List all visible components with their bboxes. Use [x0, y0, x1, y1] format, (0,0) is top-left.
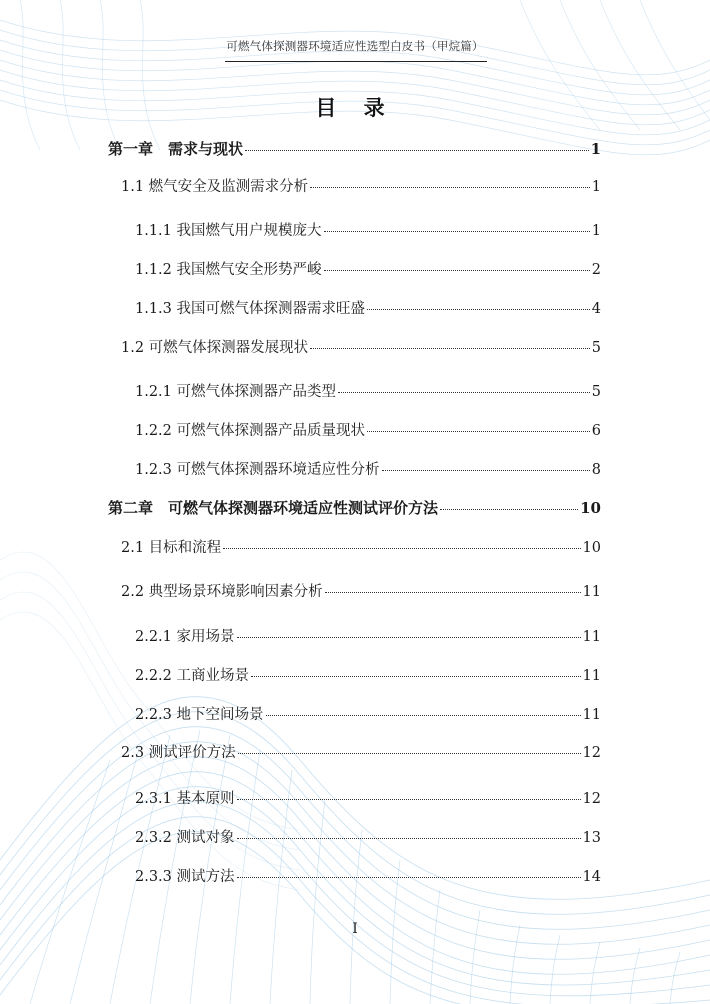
- page-number: I: [352, 921, 358, 937]
- toc-entry-label: 2.2.2 工商业场景: [135, 668, 250, 684]
- toc-entry-label: 1.1 燃气安全及监测需求分析: [121, 179, 309, 195]
- toc-entry-label: 1.2.1 可燃气体探测器产品类型: [135, 384, 337, 400]
- dot-leader: [238, 753, 581, 754]
- toc-entry-2-3-3[interactable]: [135, 865, 601, 886]
- toc-entry-page: 2: [591, 262, 601, 278]
- header-rule: [225, 61, 487, 62]
- toc-entry-1-1-1[interactable]: [135, 219, 601, 240]
- toc-entry-1-2-1[interactable]: [135, 380, 601, 401]
- toc-entry-label: 2.3.2 测试对象: [135, 830, 235, 846]
- toc-entry-label: 1.2 可燃气体探测器发展现状: [121, 340, 309, 356]
- dot-leader: [310, 187, 590, 188]
- toc-title: 目 录: [315, 95, 395, 120]
- toc-entry-label: 2.3 测试评价方法: [121, 745, 236, 761]
- toc-entry-page: 5: [591, 384, 601, 400]
- toc-entry-page: 11: [582, 707, 601, 723]
- toc-entry-2-3[interactable]: [121, 741, 601, 762]
- dot-leader: [367, 309, 590, 310]
- toc-entry-label: 1.1.3 我国可燃气体探测器需求旺盛: [135, 301, 366, 317]
- toc-entry-chapter-1[interactable]: [108, 138, 601, 159]
- toc-entry-1-2-2[interactable]: [135, 419, 601, 440]
- toc-entry-page: 8: [591, 462, 601, 478]
- toc-entry-page: 12: [582, 745, 601, 761]
- toc-entry-page: 11: [582, 584, 601, 600]
- dot-leader: [237, 637, 581, 638]
- toc-entry-label: 1.2.3 可燃气体探测器环境适应性分析: [135, 462, 380, 478]
- toc-entry-label: 1.2.2 可燃气体探测器产品质量现状: [135, 423, 366, 439]
- toc-entry-label: 2.1 目标和流程: [121, 540, 222, 556]
- toc-entry-page: 13: [582, 830, 601, 846]
- toc-entry-page: 5: [591, 340, 601, 356]
- dot-leader: [382, 470, 590, 471]
- toc-entry-1-1[interactable]: [121, 175, 601, 196]
- dot-leader: [251, 676, 581, 677]
- toc-entry-2-2-2[interactable]: [135, 664, 601, 685]
- toc-entry-label: 1.1.2 我国燃气安全形势严峻: [135, 262, 322, 278]
- dot-leader: [324, 270, 590, 271]
- dot-leader: [223, 548, 580, 549]
- toc-entry-page: 10: [580, 499, 601, 517]
- toc-entry-page: 6: [591, 423, 601, 439]
- toc-entry-page: 4: [591, 301, 601, 317]
- dot-leader: [237, 877, 581, 878]
- toc-entry-page: 1: [591, 179, 601, 195]
- toc-entry-label: 1.1.1 我国燃气用户规模庞大: [135, 223, 322, 239]
- dot-leader: [324, 231, 590, 232]
- dot-leader: [440, 509, 578, 510]
- toc-entry-page: 12: [582, 791, 601, 807]
- toc-entry-page: 1: [590, 140, 601, 158]
- toc-entry-1-1-3[interactable]: [135, 297, 601, 318]
- toc-entry-label: 2.2.1 家用场景: [135, 629, 235, 645]
- toc-entry-page: 11: [582, 668, 601, 684]
- toc-entry-2-2-1[interactable]: [135, 625, 601, 646]
- toc-entry-page: 1: [591, 223, 601, 239]
- toc-entry-label: 第二章 可燃气体探测器环境适应性测试评价方法: [108, 499, 439, 517]
- toc-entry-2-1[interactable]: [121, 536, 601, 557]
- dot-leader: [266, 715, 581, 716]
- toc-entry-1-1-2[interactable]: [135, 258, 601, 279]
- toc-entry-page: 11: [582, 629, 601, 645]
- toc-entry-2-3-2[interactable]: [135, 826, 601, 847]
- toc-entry-1-2-3[interactable]: [135, 458, 601, 479]
- toc-entry-label: 2.3.1 基本原则: [135, 791, 235, 807]
- toc-entry-label: 2.2.3 地下空间场景: [135, 707, 264, 723]
- dot-leader: [237, 799, 581, 800]
- dot-leader: [325, 592, 581, 593]
- toc-entry-1-2[interactable]: [121, 336, 601, 357]
- toc-entry-2-3-1[interactable]: [135, 787, 601, 808]
- running-header: 可燃气体探测器环境适应性选型白皮书（甲烷篇）: [226, 39, 484, 53]
- dot-leader: [310, 348, 590, 349]
- toc-entry-page: 10: [582, 540, 601, 556]
- dot-leader: [338, 392, 590, 393]
- dot-leader: [245, 150, 589, 151]
- toc-entry-2-2[interactable]: [121, 580, 601, 601]
- dot-leader: [367, 431, 590, 432]
- toc-entry-2-2-3[interactable]: [135, 703, 601, 724]
- toc-entry-label: 2.2 典型场景环境影响因素分析: [121, 584, 323, 600]
- dot-leader: [237, 838, 581, 839]
- toc-entry-page: 14: [582, 869, 601, 885]
- toc-entry-chapter-2[interactable]: [108, 497, 601, 518]
- toc-entry-label: 第一章 需求与现状: [108, 140, 244, 158]
- toc-entry-label: 2.3.3 测试方法: [135, 869, 235, 885]
